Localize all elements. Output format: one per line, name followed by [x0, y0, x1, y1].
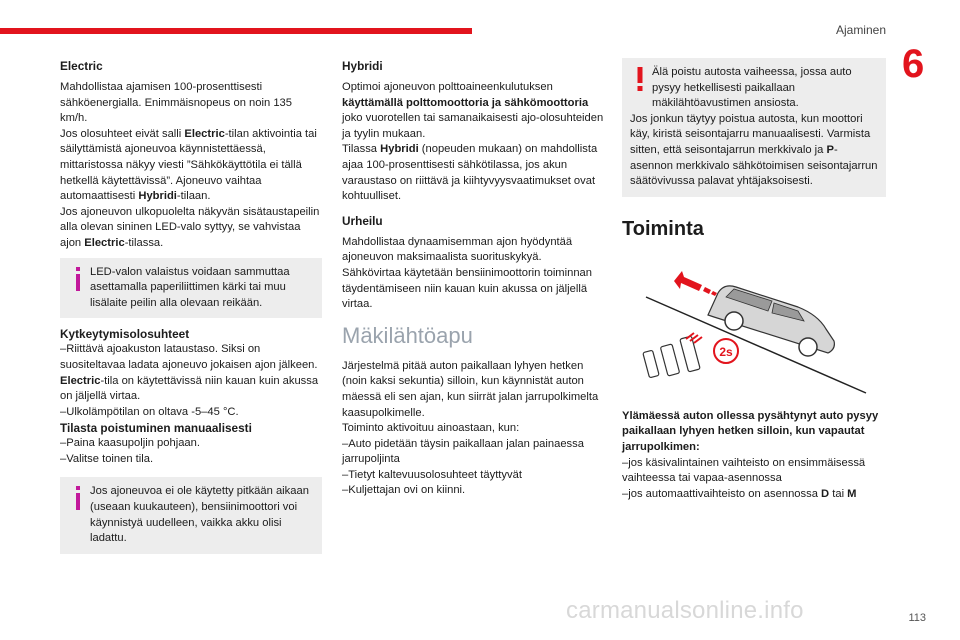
- warning-text-2: Jos jonkun täytyy poistua autosta, kun moottori käy, kiristä seisontajarru manuaalisesti. Varmista sitten, että seisontajarrun merkkivalo ja P-asennon merkkivalo sähkötoimisen seisontajarrun säätövivussa palavat yhtäjaksoisesti.: [630, 112, 878, 188]
- warning-text-1: Älä poistu autosta vaiheessa, jossa auto pysyy hetkellisesti paikallaan mäkilähtöavustimen ansiosta.: [652, 66, 852, 110]
- watermark: carmanualsonline.info: [566, 597, 804, 624]
- warning-icon: [632, 67, 648, 91]
- info-icon: [70, 267, 86, 291]
- urheilu-text-1: Mahdollistaa dynaamisemman ajon hyödyntää ajoneuvon maksimaalista suorituskykyä.: [342, 235, 573, 264]
- timer-label: 2s: [719, 344, 733, 359]
- column-2: [342, 58, 604, 499]
- column-1: [60, 58, 322, 562]
- warning-box: [622, 58, 886, 197]
- exit-item: –Paina kaasupoljin pohjaan.: [60, 437, 200, 450]
- timer-icon: [714, 339, 738, 363]
- condition-item: –Ulkolämpötilan on oltava -5–45 °C.: [60, 405, 239, 418]
- heading-urheilu: Urheilu: [342, 213, 383, 228]
- heading-tilasta-poistuminen: Tilasta poistuminen manuaalisesti: [60, 421, 252, 436]
- activation-item: –Auto pidetään täysin paikallaan jalan painaessa jarrupoljinta: [342, 437, 584, 466]
- makilahtoapu-text-2: Toiminto aktivoituu ainoastaan, kun:: [342, 422, 520, 435]
- pedals-icon: [643, 333, 702, 378]
- info-icon: [70, 486, 86, 510]
- info-engine-text: Jos ajoneuvoa ei ole käytetty pitkään aikaan (useaan kuukauteen), bensiinimoottori voi käynnistyä uudelleen, vaikka akku olisi ladattu.: [90, 485, 309, 545]
- electric-text-1: Mahdollistaa ajamisen 100-prosenttisesti sähköenergialla. Enimmäisnopeus on noin 135 km/h.: [60, 81, 292, 125]
- heading-makilahtoapu: Mäkilähtöapu: [342, 322, 473, 348]
- activation-item: –Kuljettajan ovi on kiinni.: [342, 484, 466, 497]
- electric-text-3: Jos ajoneuvon ulkopuolelta näkyvän sisätaustapeilin alla olevan sininen LED-valo syttyy, se vahvistaa ajon Electric-tilassa.: [60, 205, 320, 249]
- hybridi-text-1: Optimoi ajoneuvon polttoaineenkulutuksen käyttämällä polttomoottoria ja sähkömoottoria joko vuorotellen tai samanaikaisesti ajo-olosuhteiden ja tyylin mukaan.: [342, 81, 604, 140]
- heading-hybridi: Hybridi: [342, 59, 383, 73]
- heading-kytkeytymisolosuhteet: Kytkeytymisolosuhteet: [60, 327, 190, 342]
- activation-item: –Tietyt kaltevuusolosuhteet täyttyvät: [342, 468, 522, 481]
- heading-toiminta: Toiminta: [622, 217, 704, 240]
- info-box-engine: [60, 477, 322, 553]
- arrow-icon: [674, 271, 717, 296]
- info-led-text: LED-valon valaistus voidaan sammuttaa asettamalla paperiliittimen kärki tai muu lisälaite peilin alla olevaan reikään.: [90, 265, 290, 309]
- hybridi-text-2: Tilassa Hybridi (nopeuden mukaan) on mahdollista ajaa 100-prosenttisesti sähkötilassa, jos akun varaustaso on riittävä ja kiihtyvyysvaatimukset ovat kohtuulliset.: [342, 143, 598, 203]
- electric-text-2: Jos olosuhteet eivät salli Electric-tilan aktivointia tai säilyttämistä ajoneuvoa käynnistettäessä, mittaristossa näkyy viesti ”Sähkökäyttötila ei tällä hetkellä käytettävissä”. Ajoneuvo vaihtaa automaattisesti Hybridi-tilaan.: [60, 127, 317, 203]
- urheilu-text-2: Sähkövirtaa käytetään bensiinimoottorin toiminnan täydentämiseen niin kauan kuin akussa on jäljellä virtaa.: [342, 266, 592, 311]
- heading-electric: Electric: [60, 59, 103, 73]
- toiminta-intro: Ylämäessä auton ollessa pysähtynyt auto pysyy paikallaan lyhyen hetken silloin, kun vapautat jarrupolkimen:: [622, 409, 879, 453]
- page-number: 113: [908, 612, 926, 624]
- toiminta-item: –jos automaattivaihteisto on asennossa D tai M: [622, 487, 857, 500]
- toiminta-item: –jos käsivalintainen vaihteisto on ensimmäisessä vaihteessa tai vapaa-asennossa: [622, 456, 866, 485]
- exit-item: –Valitse toinen tila.: [60, 452, 154, 465]
- top-accent-bar: [0, 28, 472, 34]
- chapter-number: 6: [902, 42, 925, 86]
- info-box-led: [60, 258, 322, 319]
- makilahtoapu-text-1: Järjestelmä pitää auton paikallaan lyhyen hetken (noin kaksi sekuntia) silloin, kun käynnistät auton mäessä eli sen ajan, kun siirrät jalan jarrupolkimelta kaasupolkimelle.: [342, 359, 599, 419]
- hill-start-illustration: [622, 255, 886, 401]
- column-3: [622, 58, 886, 502]
- condition-item: –Riittävä ajoakuston lataustaso. Siksi on suositeltavaa ladata ajoneuvo jokaisen ajon jälkeen. Electric-tila on käytettävissä niin kauan kuin akussa on jäljellä virtaa.: [60, 343, 319, 403]
- header-section-title: Ajaminen: [835, 23, 886, 37]
